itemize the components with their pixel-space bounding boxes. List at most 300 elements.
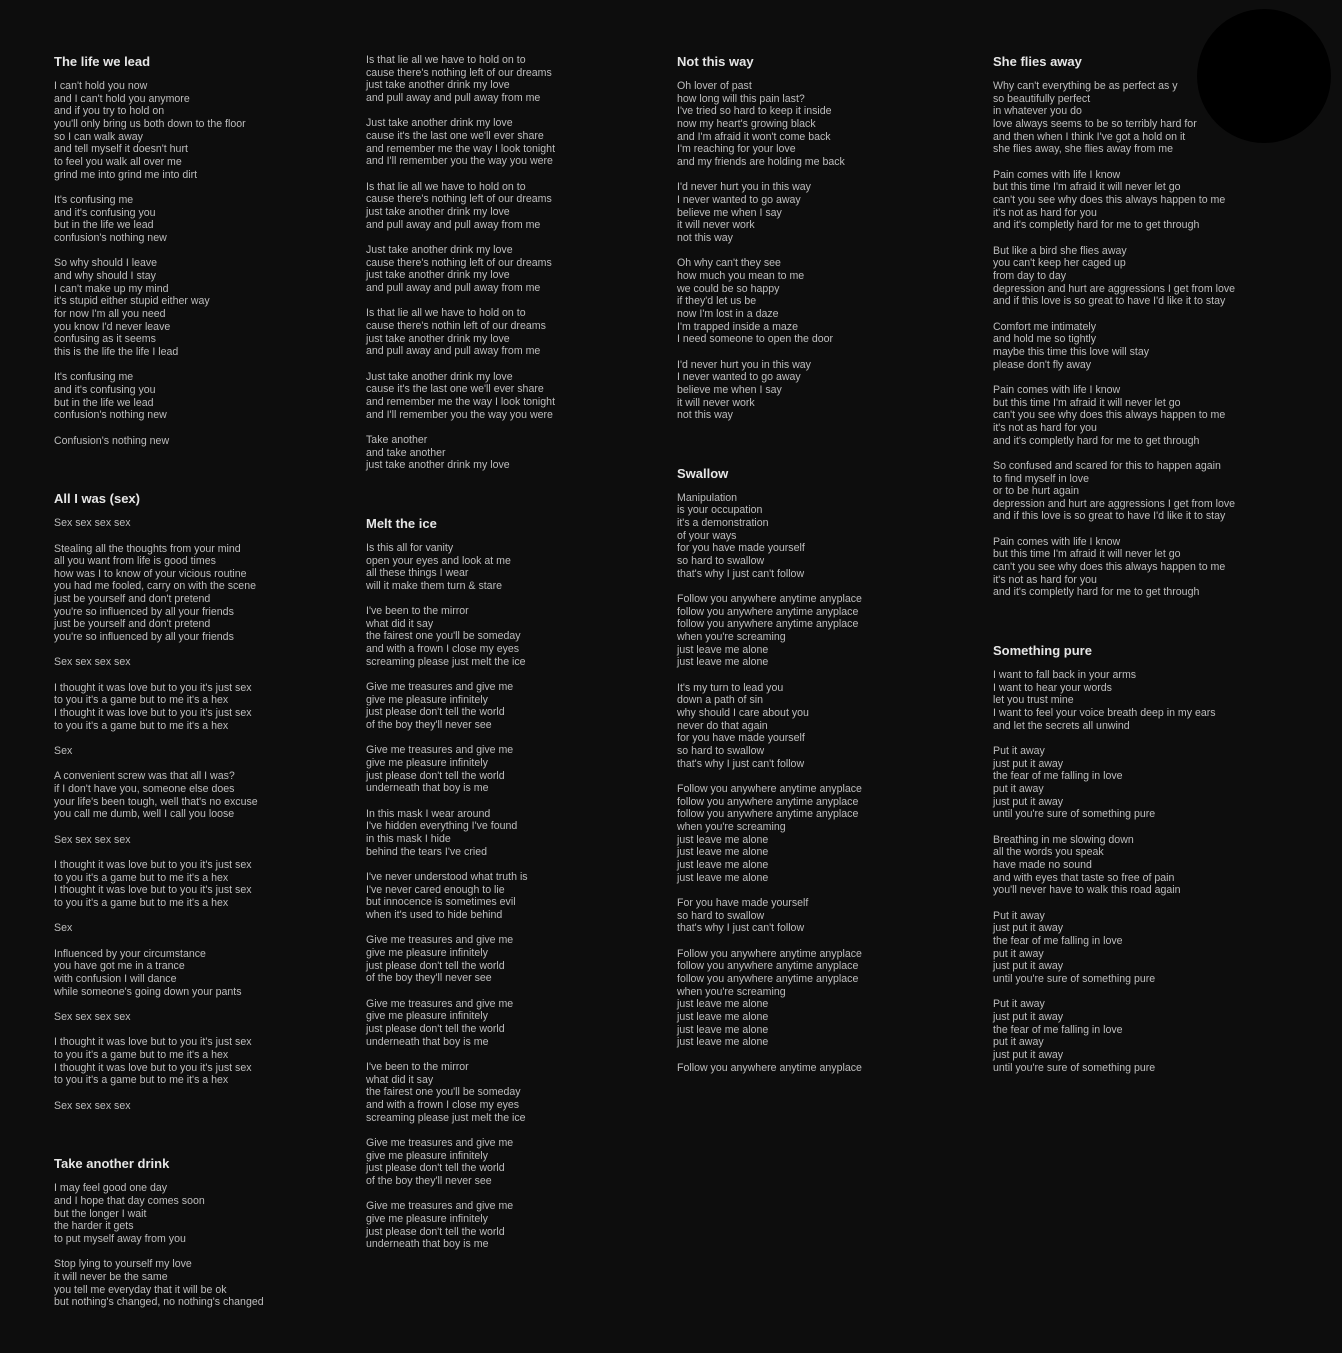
black-circle-shape (1197, 9, 1331, 143)
lyric-line: Is that lie all we have to hold on to (366, 180, 526, 193)
stanza (54, 682, 344, 733)
stanza (993, 169, 1293, 232)
lyric-line: to you it's a game but to me it's a hex (54, 871, 229, 884)
lyric-line: open your eyes and look at me (366, 554, 511, 567)
lyric-line: just be yourself and don't pretend (54, 593, 211, 606)
stanza (54, 435, 344, 448)
lyric-line: underneath that boy is me (366, 1035, 489, 1048)
lyric-line: Stop lying to yourself my love (54, 1258, 192, 1271)
stanza (54, 543, 344, 644)
lyric-line: you'll never have to walk this road again (993, 884, 1181, 897)
lyric-line: and if this love is so great to have I'd like it to stay (993, 295, 1226, 308)
lyric-line: for you have made yourself (677, 732, 805, 745)
lyric-line: Pain comes with life I know (993, 535, 1121, 548)
lyric-line: and pull away and pull away from me (366, 345, 541, 358)
lyric-line: Give me treasures and give me (366, 681, 514, 694)
lyric-line: how was I to know of your vicious routine (54, 567, 247, 580)
lyric-line: now I'm lost in a daze (677, 307, 779, 320)
lyric-line: I've never understood what truth is (366, 871, 528, 884)
song-block (993, 643, 1293, 1074)
lyric-line: and my friends are holding me back (677, 155, 845, 168)
lyric-line: I've never cared enough to lie (366, 883, 505, 896)
lyric-line: I've been to the mirror (366, 605, 469, 618)
lyric-line: you'll only bring us both down to the floor (54, 117, 246, 130)
lyric-line: when you're screaming (677, 631, 786, 644)
stanza (366, 244, 656, 295)
lyrics-column-4 (993, 54, 1293, 1118)
lyric-line: cause there's nothin left of our dreams (366, 319, 546, 332)
lyric-line: Why can't everything be as perfect as y (993, 80, 1178, 92)
lyric-line: and it's completly hard for me to get through (993, 219, 1200, 232)
lyric-line: and take another (366, 446, 446, 459)
lyric-line: in whatever you do (993, 105, 1082, 118)
lyric-line: Is this all for vanity (366, 541, 454, 554)
lyric-line: just take another drink my love (366, 205, 510, 218)
lyric-line: to find myself in love (993, 472, 1089, 485)
lyric-line: the fear of me falling in love (993, 770, 1123, 783)
song-title: Melt the ice (366, 515, 437, 531)
lyric-line: if they'd let us be (677, 295, 757, 308)
stanza (993, 245, 1293, 308)
lyric-line: have made no sound (993, 859, 1092, 871)
lyric-line: but in the life we lead (54, 396, 154, 409)
lyric-line: you had me fooled, carry on with the scene (54, 580, 256, 593)
lyric-line: never do that again (677, 719, 768, 732)
stanza (993, 669, 1293, 732)
lyric-line: and pull away and pull away from me (366, 281, 541, 294)
lyric-line: confusion's nothing new (54, 231, 167, 244)
lyric-line: follow you anywhere anytime anyplace (677, 605, 859, 618)
lyric-line: I need someone to open the door (677, 333, 834, 346)
stanza (366, 934, 656, 985)
song-block (366, 516, 656, 1251)
lyric-line: in this mask I hide (366, 833, 451, 846)
lyric-line: Stealing all the thoughts from your mind (54, 542, 241, 555)
stanza (677, 492, 967, 581)
lyric-line: I can't hold you now (54, 80, 148, 92)
lyric-line: Sex sex sex sex (54, 833, 131, 846)
lyric-line: it's not as hard for you (993, 421, 1097, 434)
stanza (366, 54, 656, 105)
lyric-line: give me pleasure infinitely (366, 1010, 488, 1023)
lyric-line: of the boy they'll never see (366, 1174, 492, 1187)
stanza (366, 307, 656, 358)
lyric-line: But like a bird she flies away (993, 244, 1127, 257)
lyric-line: just leave me alone (677, 998, 769, 1011)
lyric-line: follow you anywhere anytime anyplace (677, 972, 859, 985)
lyric-line: how long will this pain last? (677, 92, 805, 105)
stanza (993, 998, 1293, 1074)
lyric-line: or to be hurt again (993, 485, 1079, 498)
stanza (54, 859, 344, 910)
lyric-line: depression and hurt are aggressions I get from love (993, 282, 1236, 295)
lyric-line: it's a demonstration (677, 517, 769, 530)
lyric-line: not this way (677, 231, 733, 244)
lyric-line: Breathing in me slowing down (993, 833, 1134, 846)
lyric-line: this is the life the life I lead (54, 345, 179, 358)
lyric-line: just put it away (993, 1048, 1064, 1061)
stanza (677, 359, 967, 422)
lyric-line: until you're sure of something pure (993, 1061, 1156, 1074)
lyric-line: it will never work (677, 219, 755, 232)
lyric-line: Is that lie all we have to hold on to (366, 54, 526, 66)
lyric-line: and with a frown I close my eyes (366, 1098, 520, 1111)
lyric-line: but the longer I wait (54, 1207, 147, 1220)
lyric-line: Follow you anywhere anytime anyplace (677, 593, 862, 606)
lyric-line: that's why I just can't follow (677, 757, 805, 770)
lyrics-column-3 (677, 54, 967, 1118)
stanza (677, 897, 967, 935)
lyric-line: Give me treasures and give me (366, 1136, 514, 1149)
lyric-line: just be yourself and don't pretend (54, 618, 211, 631)
lyric-line: just put it away (993, 922, 1064, 935)
lyric-line: Give me treasures and give me (366, 1200, 514, 1213)
lyric-line: and tell myself it doesn't hurt (54, 143, 188, 156)
lyric-line: to put myself away from you (54, 1233, 186, 1245)
stanza (54, 194, 344, 245)
lyric-line: just please don't tell the world (366, 1162, 505, 1175)
lyric-line: believe me when I say (677, 206, 782, 219)
lyric-line: and it's completly hard for me to get through (993, 434, 1200, 447)
lyrics-column-1 (54, 54, 344, 1353)
lyric-line: I thought it was love but to you it's just sex (54, 681, 252, 694)
song-title: Take another drink (54, 1156, 170, 1172)
lyric-line: Is that lie all we have to hold on to (366, 307, 526, 320)
lyric-line: to you it's a game but to me it's a hex (54, 1074, 229, 1087)
lyric-line: I've hidden everything I've found (366, 820, 518, 833)
lyric-line: and let the secrets all unwind (993, 719, 1130, 732)
lyric-line: I'd never hurt you in this way (677, 181, 811, 194)
lyric-line: I can't make up my mind (54, 282, 169, 295)
lyric-line: is your occupation (677, 504, 763, 517)
lyric-line: underneath that boy is me (366, 782, 489, 795)
lyric-line: to you it's a game but to me it's a hex (54, 1049, 229, 1062)
lyric-line: Give me treasures and give me (366, 744, 514, 757)
stanza (677, 593, 967, 669)
stanza (54, 1100, 344, 1113)
lyric-line: it's not as hard for you (993, 206, 1097, 219)
lyric-line: and why should I stay (54, 269, 156, 282)
lyric-line: and hold me so tightly (993, 333, 1097, 346)
stanza (366, 681, 656, 732)
lyric-line: Manipulation (677, 491, 738, 504)
lyric-line: to you it's a game but to me it's a hex (54, 719, 229, 732)
lyric-line: cause it's the last one we'll ever share (366, 129, 544, 142)
lyric-line: just leave me alone (677, 1023, 769, 1036)
lyric-line: but nothing's changed, no nothing's changed (54, 1296, 264, 1309)
lyric-line: Pain comes with life I know (993, 168, 1121, 181)
stanza (54, 1036, 344, 1087)
lyric-line: Influenced by your circumstance (54, 947, 206, 960)
lyric-line: and if this love is so great to have I'd like it to stay (993, 510, 1226, 523)
lyric-line: I want to feel your voice breath deep in my ears (993, 707, 1216, 720)
lyric-line: until you're sure of something pure (993, 808, 1156, 821)
lyric-line: while someone's going down your pants (54, 985, 242, 998)
lyric-line: the harder it gets (54, 1220, 134, 1233)
song-block (54, 1156, 344, 1309)
lyric-line: So confused and scared for this to happen again (993, 459, 1221, 472)
lyric-line: it will never work (677, 396, 755, 409)
lyric-line: just please don't tell the world (366, 769, 505, 782)
lyric-line: put it away (993, 947, 1044, 960)
lyric-line: the fairest one you'll be someday (366, 1086, 521, 1099)
lyric-line: when you're screaming (677, 820, 786, 833)
lyric-line: just leave me alone (677, 858, 769, 871)
stanza (993, 384, 1293, 447)
lyric-line: down a path of sin (677, 694, 763, 707)
stanza (993, 536, 1293, 599)
stanza (366, 871, 656, 922)
lyric-line: Sex (54, 922, 73, 935)
lyric-line: just take another drink my love (366, 79, 510, 92)
lyric-line: when it's used to hide behind (366, 909, 503, 922)
lyric-line: all you want from life is good times (54, 555, 216, 568)
song-block (366, 54, 656, 472)
lyric-line: I thought it was love but to you it's just sex (54, 1036, 252, 1049)
lyric-line: of the boy they'll never see (366, 719, 492, 732)
lyric-line: so hard to swallow (677, 909, 765, 922)
lyric-line: let you trust mine (993, 694, 1074, 707)
lyric-line: Confusion's nothing new (54, 434, 170, 447)
song-block (677, 54, 967, 422)
lyric-line: if I don't have you, someone else does (54, 783, 235, 796)
lyric-line: so hard to swallow (677, 745, 765, 757)
lyric-line: and pull away and pull away from me (366, 91, 541, 104)
lyric-line: It's confusing me (54, 371, 134, 384)
lyric-line: how much you mean to me (677, 269, 805, 282)
lyric-line: just please don't tell the world (366, 706, 505, 719)
lyric-line: and pull away and pull away from me (366, 218, 541, 231)
lyric-line: Put it away (993, 998, 1045, 1011)
stanza (54, 80, 344, 181)
lyric-line: follow you anywhere anytime anyplace (677, 618, 859, 631)
lyric-line: behind the tears I've cried (366, 845, 487, 858)
lyric-line: for now I'm all you need (54, 307, 166, 320)
lyric-line: just take another drink my love (366, 332, 510, 345)
lyric-line: It's confusing me (54, 193, 134, 206)
lyric-line: Follow you anywhere anytime anyplace (677, 947, 862, 960)
lyric-line: Sex sex sex sex (54, 1011, 131, 1024)
lyric-line: I thought it was love but to you it's just sex (54, 884, 252, 897)
lyric-line: I'd never hurt you in this way (677, 358, 811, 371)
lyric-line: give me pleasure infinitely (366, 757, 488, 770)
stanza (54, 770, 344, 821)
song-title: The life we lead (54, 54, 151, 69)
lyric-line: and I'll remember you the way you were (366, 155, 553, 168)
stanza (54, 745, 344, 758)
stanza (677, 783, 967, 884)
lyric-line: that's why I just can't follow (677, 922, 805, 935)
lyric-line: Put it away (993, 909, 1045, 922)
lyric-line: that's why I just can't follow (677, 567, 805, 580)
stanza (677, 948, 967, 1049)
lyric-line: the fairest one you'll be someday (366, 630, 521, 643)
lyric-line: Oh why can't they see (677, 257, 781, 270)
stanza (366, 744, 656, 795)
lyric-line: so I can walk away (54, 130, 143, 143)
lyric-line: you're so influenced by all your friends (54, 631, 234, 644)
lyric-line: confusion's nothing new (54, 409, 167, 422)
stanza (993, 745, 1293, 821)
lyric-line: Oh lover of past (677, 80, 752, 92)
lyric-line: can't you see why does this always happen to me (993, 409, 1226, 422)
song-title: She flies away (993, 54, 1082, 69)
lyric-line: what did it say (366, 617, 434, 630)
lyric-line: For you have made yourself (677, 896, 809, 909)
lyric-line: but in the life we lead (54, 219, 154, 232)
lyric-line: I've tried so hard to keep it inside (677, 105, 832, 118)
lyric-line: Just take another drink my love (366, 117, 513, 130)
lyric-line: I may feel good one day (54, 1182, 168, 1195)
lyric-line: cause there's nothing left of our dreams (366, 256, 552, 269)
lyric-line: and with a frown I close my eyes (366, 643, 520, 656)
lyric-line: and I hope that day comes soon (54, 1195, 205, 1208)
stanza (366, 181, 656, 232)
lyric-line: you call me dumb, well I call you loose (54, 808, 235, 821)
lyric-line: I'm reaching for your love (677, 143, 796, 156)
lyric-line: just put it away (993, 1010, 1064, 1023)
lyric-line: the fear of me falling in love (993, 1023, 1123, 1036)
lyric-line: love always seems to be so terribly hard for (993, 117, 1197, 130)
lyric-line: just put it away (993, 960, 1064, 973)
lyric-line: just take another drink my love (366, 459, 510, 472)
lyric-line: you can't keep her caged up (993, 257, 1126, 270)
lyric-line: and I can't hold you anymore (54, 92, 190, 105)
lyric-line: it's not as hard for you (993, 573, 1097, 586)
song-title: All I was (sex) (54, 491, 140, 507)
stanza (366, 808, 656, 859)
stanza (993, 910, 1293, 986)
lyric-line: I thought it was love but to you it's just sex (54, 707, 252, 720)
lyric-line: just leave me alone (677, 846, 769, 859)
lyric-line: Sex sex sex sex (54, 517, 131, 530)
lyric-line: the fear of me falling in love (993, 934, 1123, 947)
lyric-line: In this mask I wear around (366, 807, 491, 820)
lyric-line: so beautifully perfect (993, 92, 1091, 105)
lyric-line: just leave me alone (677, 871, 769, 884)
lyric-line: you know I'd never leave (54, 320, 171, 333)
lyric-line: Put it away (993, 745, 1045, 758)
lyric-line: what did it say (366, 1073, 434, 1086)
lyric-line: why should I care about you (677, 707, 809, 720)
lyric-line: give me pleasure infinitely (366, 1212, 488, 1225)
song-block (54, 54, 344, 447)
stanza (366, 542, 656, 593)
stanza (54, 517, 344, 530)
lyric-line: all these things I wear (366, 567, 469, 580)
lyric-line: but this time I'm afraid it will never let go (993, 548, 1181, 561)
stanza (366, 1061, 656, 1124)
song-block (677, 466, 967, 1074)
lyric-line: follow you anywhere anytime anyplace (677, 808, 859, 821)
stanza (677, 257, 967, 346)
lyric-line: it will never be the same (54, 1271, 168, 1283)
lyric-line: give me pleasure infinitely (366, 947, 488, 960)
lyric-line: cause there's nothing left of our dreams (366, 66, 552, 79)
stanza (54, 922, 344, 935)
stanza (993, 321, 1293, 372)
lyric-line: and remember me the way I look tonight (366, 395, 556, 408)
lyric-line: just put it away (993, 757, 1064, 770)
lyric-line: when you're screaming (677, 985, 786, 998)
lyric-line: just leave me alone (677, 833, 769, 846)
lyric-line: just leave me alone (677, 1010, 769, 1023)
lyric-line: cause it's the last one we'll ever share (366, 383, 544, 396)
lyric-line: just please don't tell the world (366, 1023, 505, 1035)
stanza (366, 1200, 656, 1251)
stanza (677, 181, 967, 244)
lyric-line: it's stupid either stupid either way (54, 295, 210, 308)
lyric-line: grind me into grind me into dirt (54, 168, 198, 181)
lyric-line: give me pleasure infinitely (366, 693, 488, 706)
lyric-line: but this time I'm afraid it will never let go (993, 181, 1181, 194)
lyric-line: So why should I leave (54, 257, 158, 270)
lyric-line: just leave me alone (677, 643, 769, 656)
lyric-line: Just take another drink my love (366, 243, 513, 256)
lyric-line: maybe this time this love will stay (993, 345, 1150, 358)
stanza (366, 1137, 656, 1188)
lyric-line: screaming please just melt the ice (366, 1111, 526, 1124)
lyric-line: and I'm afraid it won't come back (677, 130, 831, 143)
lyric-line: and if you try to hold on (54, 105, 165, 118)
lyric-line: Sex sex sex sex (54, 1099, 131, 1112)
lyric-line: depression and hurt are aggressions I get from love (993, 497, 1236, 510)
lyric-line: Pain comes with life I know (993, 383, 1121, 396)
lyric-line: and I'll remember you the way you were (366, 408, 553, 421)
stanza (366, 998, 656, 1049)
lyric-line: Give me treasures and give me (366, 934, 514, 947)
stanza (54, 1011, 344, 1024)
lyric-line: just take another drink my love (366, 269, 510, 282)
lyric-line: just please don't tell the world (366, 959, 505, 972)
lyric-line: Sex (54, 745, 73, 758)
lyric-line: Follow you anywhere anytime anyplace (677, 783, 862, 795)
lyric-line: put it away (993, 1036, 1044, 1049)
lyric-line: screaming please just melt the ice (366, 655, 526, 668)
stanza (54, 371, 344, 422)
lyric-line: but innocence is sometimes evil (366, 896, 516, 909)
lyric-line: and it's confusing you (54, 206, 156, 219)
stanza (54, 948, 344, 999)
lyric-line: I thought it was love but to you it's just sex (54, 859, 252, 872)
lyric-line: I want to fall back in your arms (993, 669, 1137, 682)
lyric-line: I've been to the mirror (366, 1061, 469, 1073)
lyric-line: from day to day (993, 269, 1067, 282)
lyric-line: to you it's a game but to me it's a hex (54, 897, 229, 910)
lyric-line: to feel you walk all over me (54, 155, 182, 168)
lyric-line: and remember me the way I look tonight (366, 142, 556, 155)
lyric-line: give me pleasure infinitely (366, 1149, 488, 1162)
stanza (54, 1182, 344, 1245)
stanza (54, 656, 344, 669)
lyric-line: you're so influenced by all your friends (54, 605, 234, 618)
lyric-line: can't you see why does this always happen to me (993, 193, 1226, 206)
lyric-line: but this time I'm afraid it will never let go (993, 396, 1181, 409)
lyric-line: she flies away, she flies away from me (993, 143, 1173, 156)
lyric-line: with confusion I will dance (54, 973, 177, 986)
lyric-line: to you it's a game but to me it's a hex (54, 694, 229, 707)
lyric-line: Just take another drink my love (366, 370, 513, 383)
lyrics-column-2 (366, 54, 656, 1295)
stanza (677, 1062, 967, 1075)
lyric-line: you have got me in a trance (54, 960, 185, 973)
stanza (993, 834, 1293, 897)
lyric-line: Sex sex sex sex (54, 656, 131, 669)
song-block (54, 491, 344, 1112)
lyric-line: please don't fly away (993, 358, 1092, 371)
lyric-line: will it make them turn & stare (366, 579, 502, 592)
lyric-line: and it's completly hard for me to get through (993, 586, 1200, 599)
